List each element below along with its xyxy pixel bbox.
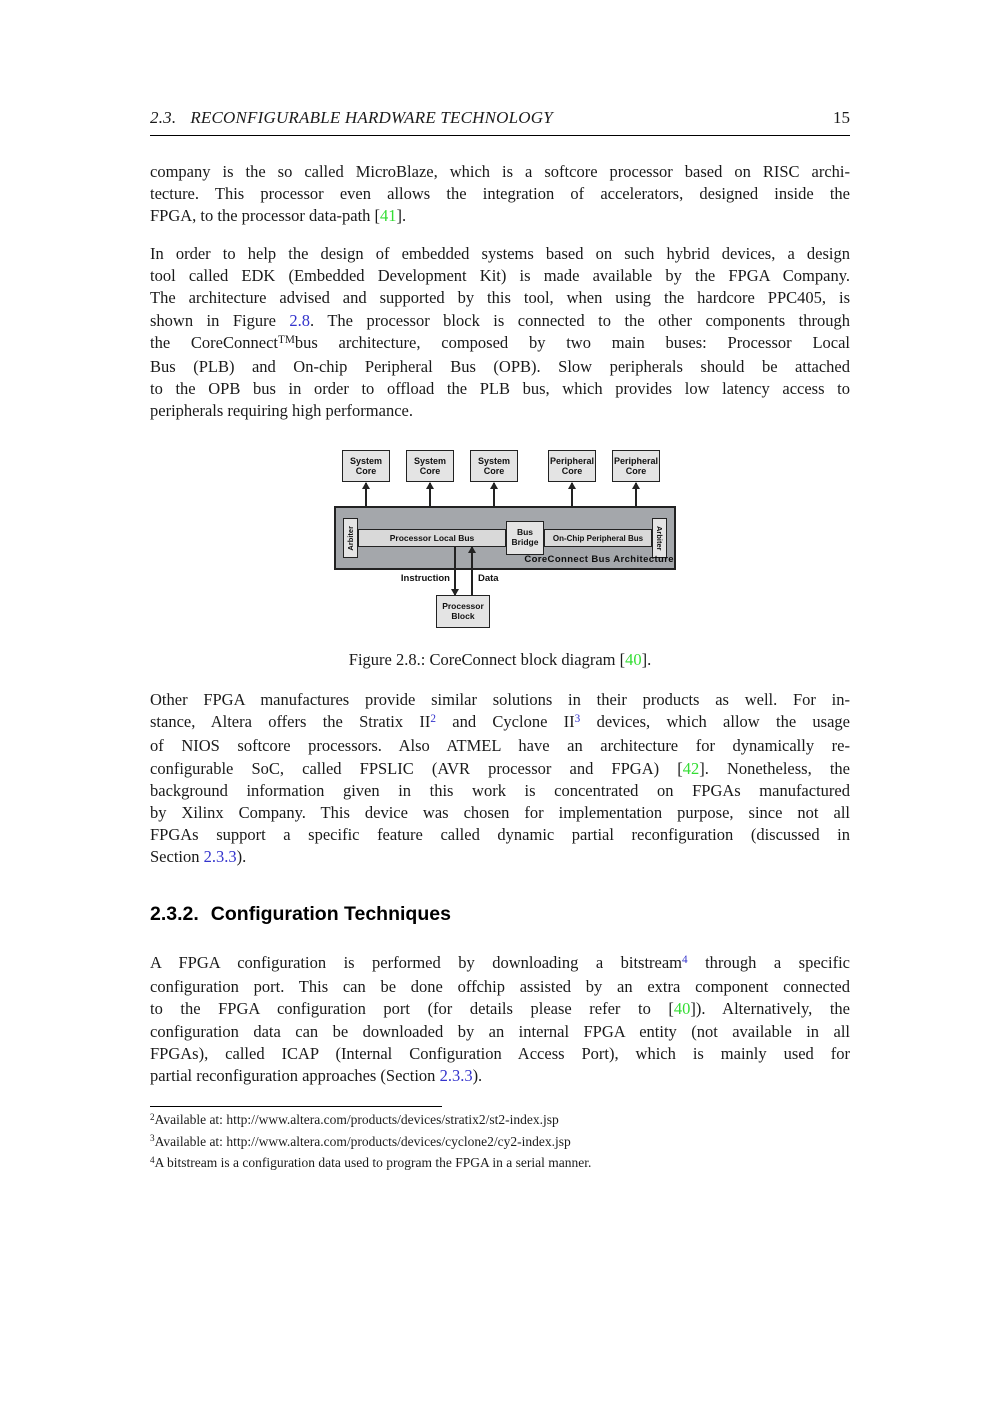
header-title: RECONFIGURABLE HARDWARE TECHNOLOGY (190, 108, 553, 127)
text-line (150, 1065, 850, 1087)
text-segment: company is the so called MicroBlaze, which is a softcore processor based on RISC archi- (150, 162, 850, 181)
text-segment: devices, which allow the usage (580, 712, 850, 732)
arbiter-left-label: Arbiter (346, 525, 355, 551)
text-segment: ]). Alternatively, the (690, 999, 850, 1019)
text-segment: Section (150, 847, 204, 867)
text-segment: . The processor block is connected to the other components through (310, 310, 850, 330)
processor-local-bus-bar: Processor Local Bus (358, 529, 506, 547)
arbiter-box-left (343, 518, 358, 558)
system-core-box-2: System Core (406, 450, 454, 482)
text-segment: ). (472, 1066, 483, 1086)
data-arrow (471, 547, 473, 595)
text-line (150, 998, 850, 1020)
text-line (150, 689, 850, 711)
text-line (150, 205, 850, 227)
text-segment: through a specific (687, 953, 850, 972)
text-segment: 3 (150, 1133, 155, 1144)
cross-reference-link[interactable]: 2.3.3 (203, 847, 237, 867)
header-section-number: 2.3. (150, 108, 177, 127)
citation-link[interactable]: 40 (673, 999, 691, 1019)
text-line (150, 1132, 850, 1154)
paragraph-3 (150, 689, 850, 869)
text-segment: Other FPGA manufactures provide similar solutions in their products as well. For in- (150, 690, 850, 709)
instruction-arrow (454, 547, 456, 595)
text-segment: FPGAs), called ICAP (Internal Configuration Access Port), which is mainly used for (150, 1043, 850, 1063)
text-line (150, 183, 850, 205)
cross-reference-link[interactable]: 3 (574, 713, 581, 726)
text-line (150, 1043, 850, 1065)
page-number: 15 (833, 108, 850, 127)
text-segment: 2 (150, 1111, 155, 1122)
text-line (150, 1153, 850, 1175)
text-line (150, 378, 850, 400)
text-segment: configuration data can be downloaded by an internal FPGA entity (not available in all (150, 1021, 850, 1041)
text-segment: configuration port. This can be done offchip assisted by an extra component connected (150, 977, 850, 997)
text-segment: ]. Nonetheless, the (699, 758, 850, 778)
data-label: Data (478, 573, 499, 584)
text-segment: In order to help the design of embedded systems based on such hybrid devices, a design (150, 244, 850, 263)
text-segment: bus architecture, composed by two main buses: Processor Local (294, 332, 851, 352)
text-line (150, 287, 850, 309)
citation-link[interactable]: 42 (682, 758, 700, 778)
section-heading-title: Configuration Techniques (210, 903, 451, 925)
text-segment: background information given in this work is concentrated on FPGAs manufactured (150, 780, 850, 800)
text-segment: TM (278, 333, 295, 346)
text-segment: FPGA, to the processor data-path [ (150, 206, 381, 226)
text-segment: ). (236, 847, 247, 867)
text-line (150, 400, 850, 422)
text-line (150, 824, 850, 846)
header-section-title (150, 108, 553, 128)
text-line (150, 758, 850, 780)
instruction-label: Instruction (400, 573, 450, 584)
section-heading-number: 2.3.2. (150, 903, 199, 925)
text-segment: by Xilinx Company. This device was chosen for implementation purpose, since not all (150, 803, 850, 823)
coreconnect-bus-architecture-label: CoreConnect Bus Architecture (524, 554, 674, 565)
text-segment: peripherals requiring high performance. (150, 401, 413, 421)
text-segment: FPGAs support a specific feature called dynamic partial reconfiguration (discussed in (150, 825, 850, 845)
footnotes (150, 1110, 850, 1175)
page-header (150, 108, 850, 128)
system-core-box-3: System Core (470, 450, 518, 482)
text-line (150, 846, 850, 868)
text-line (150, 1110, 850, 1132)
text-segment: to the FPGA configuration port (for details please refer to [ (150, 999, 674, 1019)
paragraph-2 (150, 243, 850, 423)
text-segment: the CoreConnect (150, 332, 278, 352)
header-rule (150, 135, 850, 136)
text-line (150, 780, 850, 802)
paragraph-4 (150, 952, 850, 1087)
text-line (150, 976, 850, 998)
citation-link[interactable]: 40 (625, 650, 642, 669)
system-core-box-1: System Core (342, 450, 390, 482)
text-segment: The architecture advised and supported by this tool, when using the hardcore PPC405, is (150, 288, 850, 308)
text-line (150, 711, 850, 735)
text-line (150, 650, 850, 670)
text-line (150, 735, 850, 757)
text-segment: Bus (PLB) and On-chip Peripheral Bus (OPB). Slow peripherals should be attached (150, 357, 850, 377)
text-segment: Available at: http://www.altera.com/products/devices/stratix2/st2-index.jsp (154, 1112, 559, 1127)
paragraph-1 (150, 161, 850, 228)
coreconnect-diagram (334, 448, 680, 633)
cross-reference-link[interactable]: 4 (682, 953, 688, 966)
text-line (150, 243, 850, 265)
on-chip-peripheral-bus-bar: On-Chip Peripheral Bus (544, 529, 652, 547)
text-segment: shown in Figure (150, 310, 290, 330)
text-segment: and Cyclone II (436, 712, 575, 732)
cross-reference-link[interactable]: 2 (430, 713, 437, 726)
text-line (150, 332, 850, 356)
text-segment: tool called EDK (Embedded Development Kit) is made available by the FPGA Company. (150, 266, 850, 286)
text-segment: partial reconfiguration approaches (Section (150, 1066, 440, 1086)
text-segment: ]. (641, 650, 652, 669)
text-line (150, 356, 850, 378)
arbiter-right-label: Arbiter (655, 525, 664, 551)
text-segment: A bitstream is a configuration data used to program the FPGA in a serial manner. (154, 1155, 592, 1170)
text-segment: stance, Altera offers the Stratix II (150, 712, 431, 732)
section-heading (150, 903, 850, 926)
processor-block-box: Processor Block (436, 595, 490, 628)
cross-reference-link[interactable]: 2.3.3 (439, 1066, 473, 1086)
footnote-rule (150, 1106, 442, 1107)
text-line (150, 310, 850, 332)
peripheral-core-box-1: Peripheral Core (548, 450, 596, 482)
text-segment: of NIOS softcore processors. Also ATMEL have an architecture for dynamically re- (150, 736, 850, 756)
text-segment: ]. (396, 206, 407, 226)
text-segment: configurable SoC, called FPSLIC (AVR processor and FPGA) [ (150, 758, 683, 778)
cross-reference-link[interactable]: 2.8 (289, 310, 311, 330)
text-line (150, 161, 850, 183)
text-segment: 4 (150, 1154, 155, 1165)
text-line (150, 802, 850, 824)
text-segment: Figure 2.8.: CoreConnect block diagram [ (348, 650, 626, 669)
peripheral-core-box-2: Peripheral Core (612, 450, 660, 482)
text-segment: Available at: http://www.altera.com/products/devices/cyclone2/cy2-index.jsp (154, 1133, 571, 1149)
text-line (150, 952, 850, 976)
bus-bridge-box: Bus Bridge (506, 521, 544, 555)
text-segment: to the OPB bus in order to offload the PLB bus, which provides low latency access to (150, 379, 850, 399)
text-line (150, 265, 850, 287)
text-segment: A FPGA configuration is performed by downloading a bitstream (150, 953, 683, 972)
arbiter-box-right (652, 518, 667, 558)
text-line (150, 1021, 850, 1043)
figure-caption (150, 650, 850, 670)
text-segment: tecture. This processor even allows the integration of accelerators, designed inside the (150, 184, 850, 204)
citation-link[interactable]: 41 (380, 206, 397, 226)
